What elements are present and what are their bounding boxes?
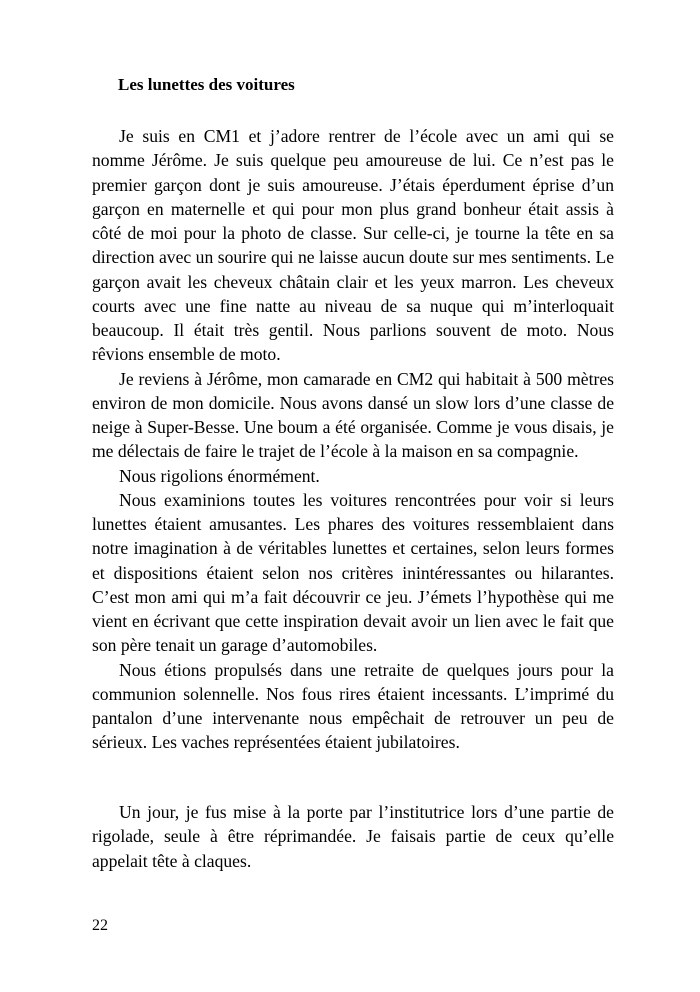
- paragraph: Je reviens à Jérôme, mon camarade en CM2 qui habitait à 500 mètres environ de mon domicile. Nous avons dansé un slow lors d’une classe de neige à Super-Besse. Une boum a été organisée. Comme je vous disais, je me délectais de faire le trajet de l’école à la maison en sa compagnie.: [92, 368, 614, 462]
- paragraph: Nous examinions toutes les voitures rencontrées pour voir si leurs lunettes étaient amusantes. Les phares des voitures ressemblaient dans notre imagination à de véritables lunettes et certaines, selon leurs formes et dispositions étaient selon nos critères inintéressantes ou hilarantes. C’est mon ami qui m’a fait découvrir ce jeu. J’émets l’hypothèse qui me vient en écrivant que cette inspiration devait avoir un lien avec le fait que son père tenait un garage d’automobiles.: [92, 489, 614, 656]
- paragraph: Nous étions propulsés dans une retraite de quelques jours pour la communion solennelle. Nos fous rires étaient incessants. L’imprimé du pantalon d’une intervenante nous empêchait de retrouver un peu de sérieux. Les vaches représentées étaient jubilatoires.: [92, 659, 614, 753]
- paragraph: Un jour, je fus mise à la porte par l’institutrice lors d’une partie de rigolade, seule à être réprimandée. Je faisais partie de ceux qu’elle appelait tête à claques.: [92, 802, 614, 871]
- body-text: [92, 124, 614, 755]
- page-number: 22: [92, 917, 108, 934]
- body-text-after-break: [92, 800, 614, 873]
- paragraph: Nous rigolions énormément.: [119, 465, 320, 486]
- chapter-title: Les lunettes des voitures: [118, 75, 295, 94]
- paragraph: Je suis en CM1 et j’adore rentrer de l’école avec un ami qui se nomme Jérôme. Je suis quelque peu amoureuse de lui. Ce n’est pas le premier garçon dont je suis amoureuse. J’étais éperdument éprise d’un garçon en maternelle et qui pour mon plus grand bonheur était assis à côté de moi pour la photo de classe. Sur celle-ci, je tourne la tête en sa direction avec un sourire qui ne laisse aucun doute sur mes sentiments. Le garçon avait les cheveux châtain clair et les yeux marron. Les cheveux courts avec une fine natte au niveau de sa nuque qui m’interloquait beaucoup. Il était très gentil. Nous parlions souvent de moto. Nous rêvions ensemble de moto.: [92, 126, 614, 365]
